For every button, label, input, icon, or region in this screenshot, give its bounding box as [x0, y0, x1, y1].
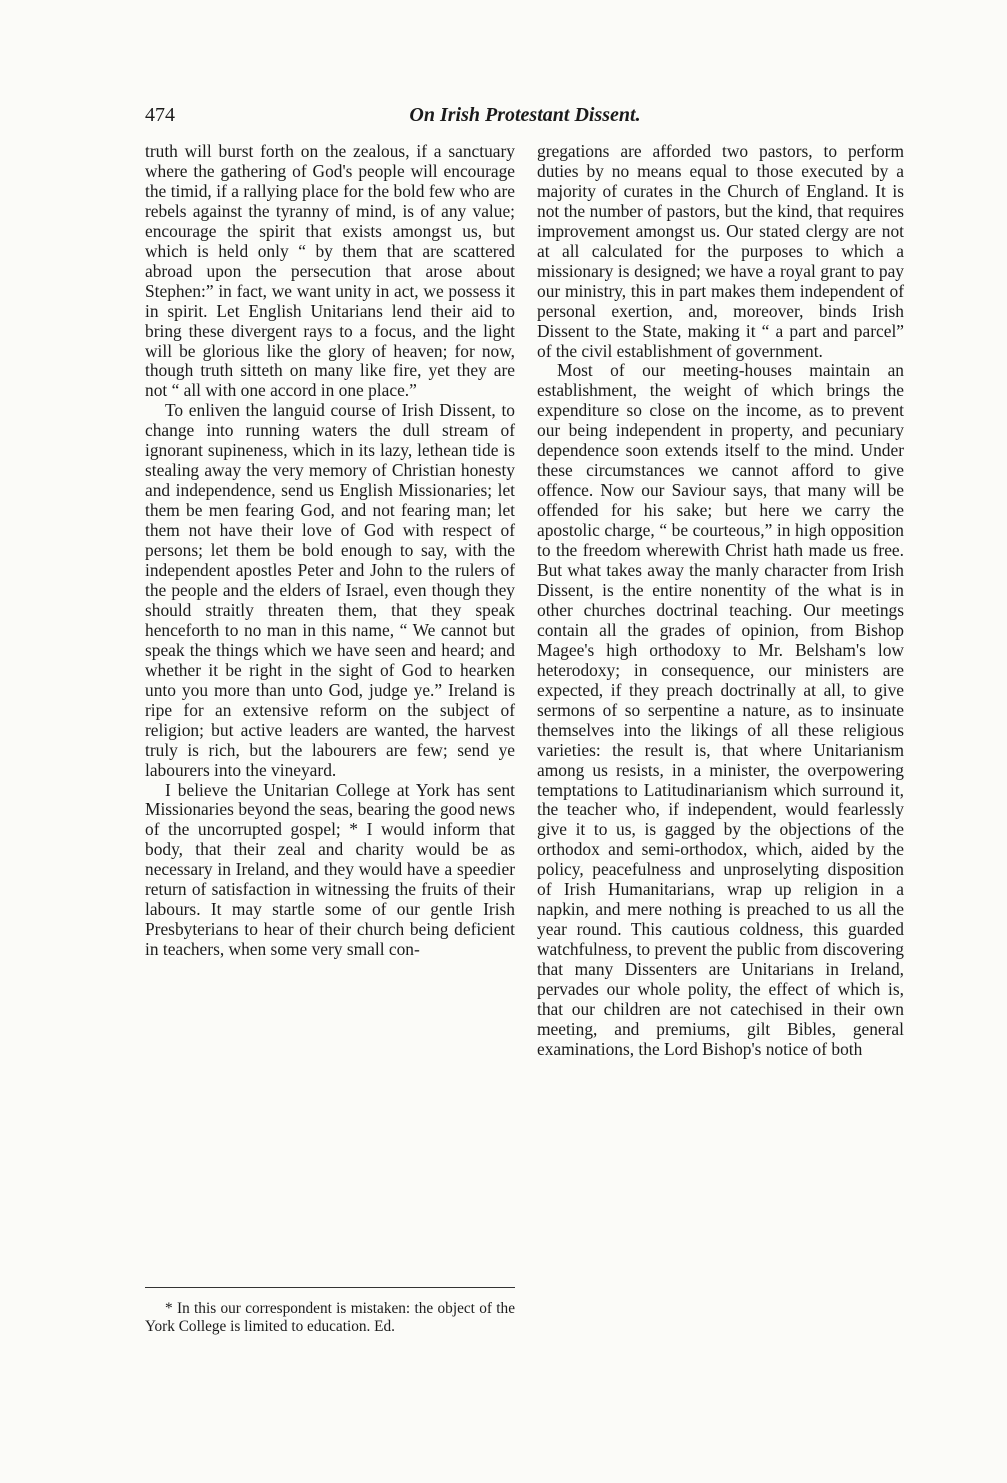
right-paragraph-1: gregations are afforded two pastors, to perform duties by no means equal to those executed by a majority of curates in the Church of England. It is not the number of pastors, but the kind, that requires improvement amongst us. Our stated clergy are not at all calculated for the purposes to which a missionary is designed; we have a royal grant to pay our ministry, this in part makes them independent of personal exertion, and, moreover, binds Irish Dissent to the State, making it “ a part and parcel” of the civil establishment of government.	[537, 141, 904, 361]
footnote-rule	[145, 1287, 515, 1288]
left-paragraph-1: truth will burst forth on the zealous, if a sanctuary where the gathering of God's people will encourage the timid, if a rallying place for the bold few who are rebels against the tyranny of mind, is of any value; encourage the spirit that exists amongst us, but which is held only “ by them that are scattered abroad upon the persecution that arose about Stephen:” in fact, we want unity in act, we possess it in spirit. Let English Unitarians lend their aid to bring these divergent rays to a focus, and the light will be glorious like the glory of heaven; for now, though truth sitteth on many like fire, yet they are not “ all with one accord in one place.”	[145, 141, 515, 401]
left-paragraph-2: To enliven the languid course of Irish Dissent, to change into running waters the dull stream of ignorant supineness, which in its lazy, lethean tide is stealing away the very memory of Christian honesty and independence, send us English Missionaries; let them be men fearing God, and not fearing man; let them not have their love of God with respect of persons; let them be bold enough to say, with the independent apostles Peter and John to the rulers of the people and the elders of Israel, even though they should straitly threaten them, that they speak henceforth to no man in this name, “ We cannot but speak the things which we have seen and heard; and whether it be right in the sight of God to hearken unto you more than unto God, judge ye.” Ireland is ripe for an extensive reform on the subject of religion; but active leaders are wanted, the harvest truly is rich, but the labourers are few; send ye labourers into the vineyard.	[145, 400, 515, 780]
right-paragraph-2: Most of our meeting-houses maintain an establishment, the weight of which brings the expenditure so close on the income, as to prevent our being independent in property, and pecuniary dependence soon extends itself to the mind. Under these circumstances we cannot afford to give offence. Now our Saviour says, that many will be offended for his sake; but here we carry the apostolic charge, “ be courteous,” in high opposition to the freedom wherewith Christ hath made us free. But what takes away the manly character from Irish Dissent, is the entire nonentity of the what is in other churches doctrinal teaching. Our meetings contain all the grades of opinion, from Bishop Magee's high orthodoxy to Mr. Belsham's low heterodoxy; in consequence, our ministers are expected, if they preach doctrinally at all, to give sermons of so serpentine a nature, as to insinuate themselves into the likings of all these religious varieties: the result is, that where Unitarianism among us resists, in a minister, the overpowering temptations to Latitudinarianism which surround it, the teacher who, if independent, would fearlessly give it to us, is gagged by the objections of the orthodox and semi-orthodox, which, aided by the policy, peacefulness and unproselyting disposition of Irish Humanitarians, wrap up religion in a napkin, and mere nothing is preached to us all the year round. This cautious coldness, this guarded watchfulness, to prevent the public from discovering that many Dissenters are Unitarians in Ireland, pervades our whole polity, the effect of which is, that our children are not catechised in their own meeting, and premiums, gilt Bibles, general examinations, the Lord Bishop's notice of both	[537, 360, 904, 1059]
page-header	[145, 104, 905, 130]
footnote-text: * In this our correspondent is mistaken: the object of the York College is limited to education. Ed.	[145, 1300, 515, 1335]
running-title: On Irish Protestant Dissent.	[409, 104, 641, 126]
page-number: 474	[145, 104, 175, 126]
footnote	[145, 1300, 515, 1335]
right-column	[537, 142, 904, 1060]
left-column	[145, 142, 515, 960]
left-paragraph-3: I believe the Unitarian College at York has sent Missionaries beyond the seas, bearing the good news of the uncorrupted gospel; * I would inform that body, that their zeal and charity would be as necessary in Ireland, and they would have a speedier return of satisfaction in witnessing the fruits of their labours. It may startle some of our gentle Irish Presbyterians to hear of their church being deficient in teachers, when some very small con-	[145, 779, 515, 960]
